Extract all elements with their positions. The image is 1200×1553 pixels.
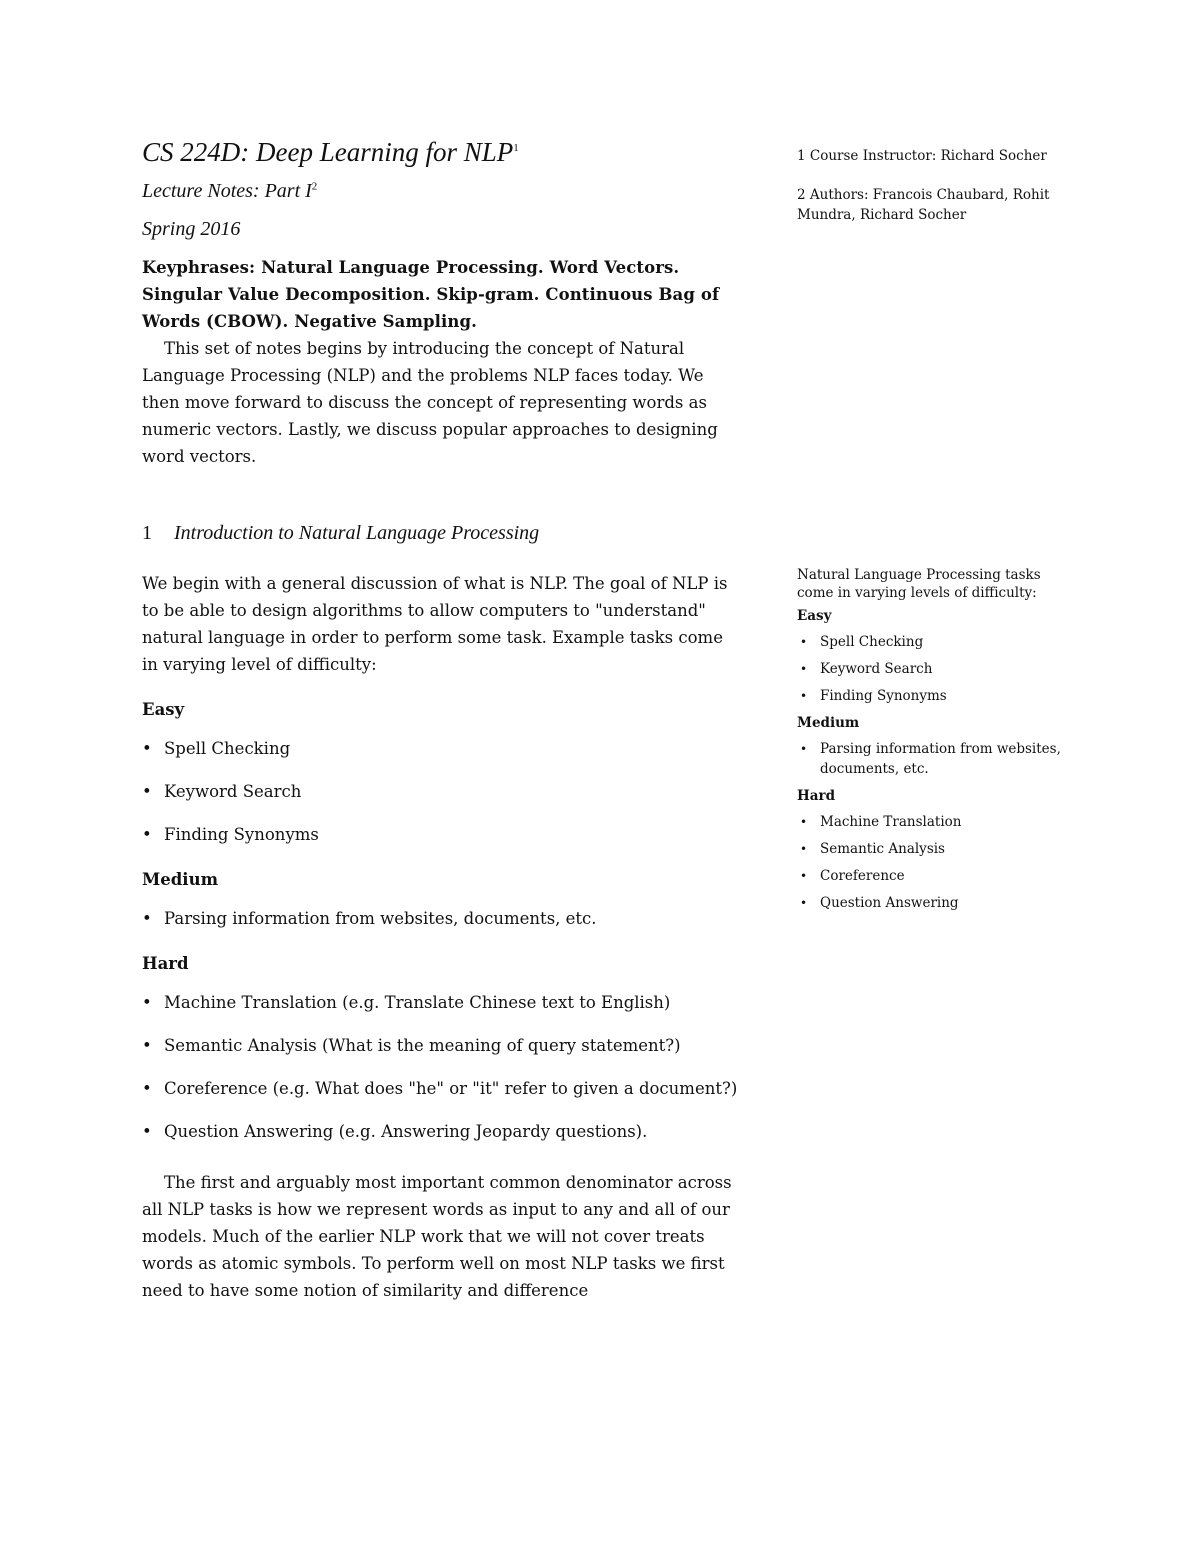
- margin-note-lead: Natural Language Processing tasks come in varying levels of difficulty:: [797, 567, 1041, 601]
- list-item-text: Question Answering: [820, 895, 959, 911]
- list-item: [797, 893, 1077, 913]
- bullet-icon: •: [142, 993, 152, 1012]
- hard-list: [142, 989, 742, 1145]
- list-item: [142, 1075, 742, 1102]
- bullet-icon: •: [142, 739, 152, 758]
- margin-medium-label: Medium: [797, 715, 860, 731]
- list-item-text: Parsing information from websites, documents, etc.: [820, 741, 1061, 777]
- medium-label: Medium: [142, 870, 219, 889]
- margin-hard-list: [797, 812, 1077, 913]
- bullet-icon: •: [800, 815, 808, 829]
- bullet-icon: •: [800, 662, 808, 676]
- list-item: [142, 821, 742, 848]
- bullet-icon: •: [800, 635, 808, 649]
- bullet-icon: •: [800, 896, 808, 910]
- keyphrases: Keyphrases: Natural Language Processing. Word Vectors. Singular Value Decomposition. Skip-gram. Continuous Bag of Words (CBOW). Negative Sampling.: [142, 258, 720, 331]
- list-item: [797, 659, 1077, 679]
- list-item-text: Machine Translation: [820, 814, 962, 830]
- list-item: [142, 778, 742, 805]
- list-item: [142, 1118, 742, 1145]
- bullet-icon: •: [142, 1079, 152, 1098]
- footnote-2: 2 Authors: Francois Chaubard, Rohit Mundra, Richard Socher: [797, 187, 1050, 223]
- main-column: [142, 134, 742, 1304]
- list-item-text: Parsing information from websites, documents, etc.: [164, 909, 597, 928]
- list-item: [142, 735, 742, 762]
- section-title: Introduction to Natural Language Processing: [174, 522, 540, 544]
- page-subtitle: [142, 178, 742, 204]
- list-item-text: Keyword Search: [820, 661, 933, 677]
- footnote-1: 1 Course Instructor: Richard Socher: [797, 148, 1047, 164]
- section-heading: [142, 520, 742, 546]
- list-item: [797, 686, 1077, 706]
- bullet-icon: •: [142, 782, 152, 801]
- section-number: 1: [142, 522, 152, 544]
- list-item-text: Spell Checking: [164, 739, 291, 758]
- page-title: [142, 134, 742, 170]
- list-item-text: Semantic Analysis (What is the meaning of query statement?): [164, 1036, 681, 1055]
- list-item-text: Finding Synonyms: [164, 825, 319, 844]
- list-item: [797, 812, 1077, 832]
- list-item: [797, 632, 1077, 652]
- bullet-icon: •: [800, 842, 808, 856]
- margin-medium-list: [797, 739, 1077, 779]
- margin-hard-label: Hard: [797, 788, 836, 804]
- margin-easy-label: Easy: [797, 608, 832, 624]
- bullet-icon: •: [142, 909, 152, 928]
- bullet-icon: •: [800, 689, 808, 703]
- list-item: [142, 1032, 742, 1059]
- list-item-text: Coreference: [820, 868, 905, 884]
- easy-label: Easy: [142, 700, 185, 719]
- bullet-icon: •: [142, 1122, 152, 1141]
- list-item: [142, 989, 742, 1016]
- hard-label: Hard: [142, 954, 189, 973]
- list-item-text: Keyword Search: [164, 782, 302, 801]
- closing-paragraph: The first and arguably most important common denominator across all NLP tasks is how we represent words as input to any and all of our models. Much of the earlier NLP work that we will not cover treats words as atomic symbols. To perform well on most NLP tasks we first need to have some notion of similarity and difference: [142, 1173, 732, 1300]
- list-item-text: Finding Synonyms: [820, 688, 947, 704]
- footnote-marker-1: 1: [513, 142, 519, 154]
- intro-paragraph: This set of notes begins by introducing the concept of Natural Language Processing (NLP) and the problems NLP faces today. We then move forward to discuss the concept of representing words as numeric vectors. Lastly, we discuss popular approaches to designing word vectors.: [142, 339, 718, 466]
- subtitle-text: Lecture Notes: Part I: [142, 180, 312, 202]
- bullet-icon: •: [142, 1036, 152, 1055]
- easy-list: [142, 735, 742, 848]
- footnote-marker-2: 2: [311, 180, 318, 193]
- section-paragraph: We begin with a general discussion of what is NLP. The goal of NLP is to be able to design algorithms to allow computers to "understand" natural language in order to perform some task. Example tasks come in varying level of difficulty:: [142, 574, 728, 674]
- margin-note: [797, 566, 1077, 920]
- title-text: CS 224D: Deep Learning for NLP: [142, 137, 514, 167]
- list-item: [142, 905, 742, 932]
- list-item: [797, 739, 1077, 779]
- list-item: [797, 839, 1077, 859]
- list-item-text: Semantic Analysis: [820, 841, 945, 857]
- list-item-text: Machine Translation (e.g. Translate Chinese text to English): [164, 993, 671, 1012]
- bullet-icon: •: [142, 825, 152, 844]
- medium-list: [142, 905, 742, 932]
- margin-easy-list: [797, 632, 1077, 706]
- list-item-text: Coreference (e.g. What does "he" or "it" refer to given a document?): [164, 1079, 738, 1098]
- bullet-icon: •: [800, 742, 808, 756]
- list-item: [797, 866, 1077, 886]
- list-item-text: Question Answering (e.g. Answering Jeopardy questions).: [164, 1122, 648, 1141]
- list-item-text: Spell Checking: [820, 634, 924, 650]
- term: Spring 2016: [142, 218, 241, 240]
- bullet-icon: •: [800, 869, 808, 883]
